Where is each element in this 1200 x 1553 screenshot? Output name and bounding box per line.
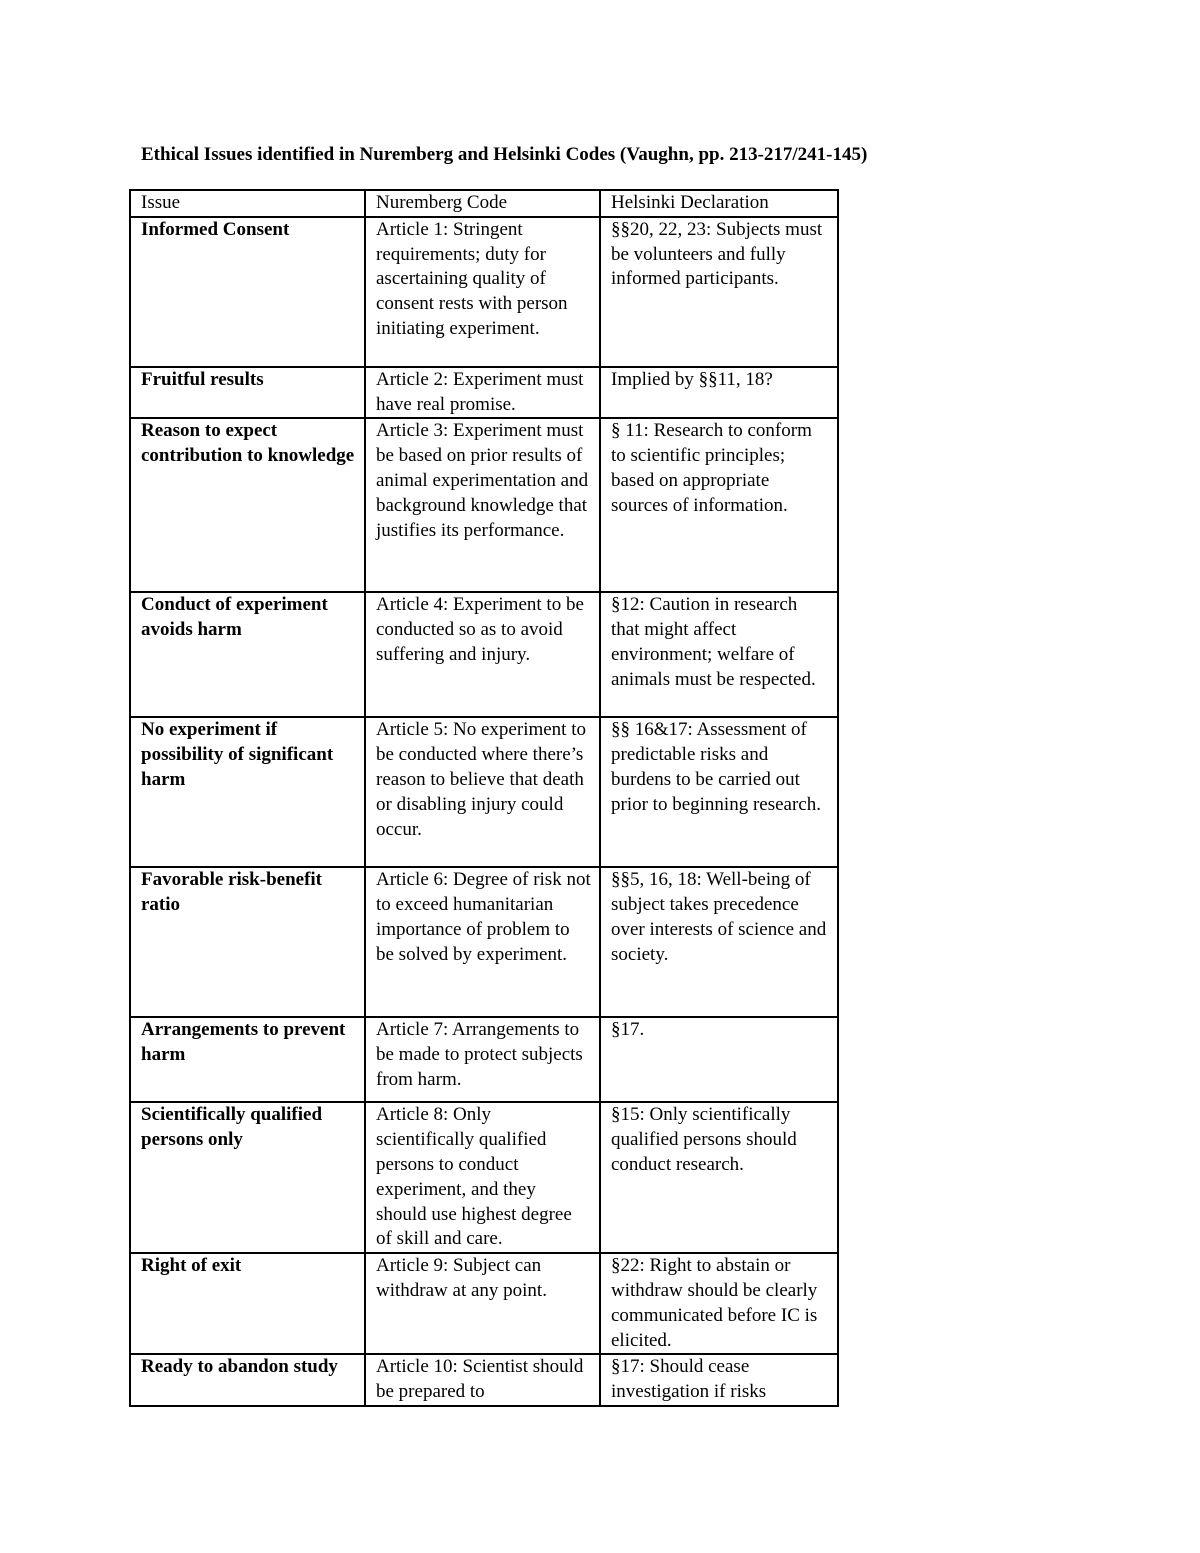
header-issue: Issue (130, 190, 365, 217)
table-row (130, 1253, 838, 1354)
issue-cell: Ready to abandon study (130, 1354, 365, 1406)
table-row (130, 867, 838, 1017)
helsinki-cell: § 11: Research to conform to scientific principles; based on appropriate sources of information. (600, 418, 838, 592)
helsinki-cell: §§5, 16, 18: Well-being of subject takes precedence over interests of science and society. (600, 867, 838, 1017)
issue-cell: Fruitful results (130, 367, 365, 419)
helsinki-cell: §17: Should cease investigation if risks (600, 1354, 838, 1406)
nuremberg-cell: Article 4: Experiment to be conducted so as to avoid suffering and injury. (365, 592, 600, 717)
table-row (130, 367, 838, 419)
issue-cell: Conduct of experiment avoids harm (130, 592, 365, 717)
issue-cell: Favorable risk-benefit ratio (130, 867, 365, 1017)
issue-cell: Right of exit (130, 1253, 365, 1354)
nuremberg-cell: Article 9: Subject can withdraw at any point. (365, 1253, 600, 1354)
issue-cell: No experiment if possibility of significant harm (130, 717, 365, 867)
nuremberg-cell: Article 1: Stringent requirements; duty for ascertaining quality of consent rests with person initiating experiment. (365, 217, 600, 367)
nuremberg-cell: Article 5: No experiment to be conducted where there’s reason to believe that death or disabling injury could occur. (365, 717, 600, 867)
issue-cell: Arrangements to prevent harm (130, 1017, 365, 1102)
helsinki-cell: §22: Right to abstain or withdraw should be clearly communicated before IC is elicited. (600, 1253, 838, 1354)
helsinki-cell: §12: Caution in research that might affect environment; welfare of animals must be respected. (600, 592, 838, 717)
table-row (130, 1017, 838, 1102)
ethics-comparison-table (129, 189, 839, 1407)
issue-cell: Reason to expect contribution to knowledge (130, 418, 365, 592)
helsinki-cell: §15: Only scientifically qualified persons should conduct research. (600, 1102, 838, 1253)
header-helsinki: Helsinki Declaration (600, 190, 838, 217)
header-nuremberg: Nuremberg Code (365, 190, 600, 217)
nuremberg-cell: Article 2: Experiment must have real promise. (365, 367, 600, 419)
nuremberg-cell: Article 10: Scientist should be prepared to (365, 1354, 600, 1406)
issue-cell: Scientifically qualified persons only (130, 1102, 365, 1253)
helsinki-cell: §§ 16&17: Assessment of predictable risks and burdens to be carried out prior to beginning research. (600, 717, 838, 867)
nuremberg-cell: Article 7: Arrangements to be made to protect subjects from harm. (365, 1017, 600, 1102)
table-row (130, 1354, 838, 1406)
nuremberg-cell: Article 6: Degree of risk not to exceed humanitarian importance of problem to be solved by experiment. (365, 867, 600, 1017)
table-row (130, 418, 838, 592)
page-title: Ethical Issues identified in Nuremberg and Helsinki Codes (Vaughn, pp. 213-217/241-145) (141, 144, 868, 165)
table-row (130, 592, 838, 717)
nuremberg-cell: Article 8: Only scientifically qualified persons to conduct experiment, and they should use highest degree of skill and care. (365, 1102, 600, 1253)
helsinki-cell: §§20, 22, 23: Subjects must be volunteers and fully informed participants. (600, 217, 838, 367)
table-row (130, 1102, 838, 1253)
issue-cell: Informed Consent (130, 217, 365, 367)
table-row (130, 217, 838, 367)
table-header-row (130, 190, 838, 217)
helsinki-cell: §17. (600, 1017, 838, 1102)
helsinki-cell: Implied by §§11, 18? (600, 367, 838, 419)
table-row (130, 717, 838, 867)
nuremberg-cell: Article 3: Experiment must be based on prior results of animal experimentation and background knowledge that justifies its performance. (365, 418, 600, 592)
